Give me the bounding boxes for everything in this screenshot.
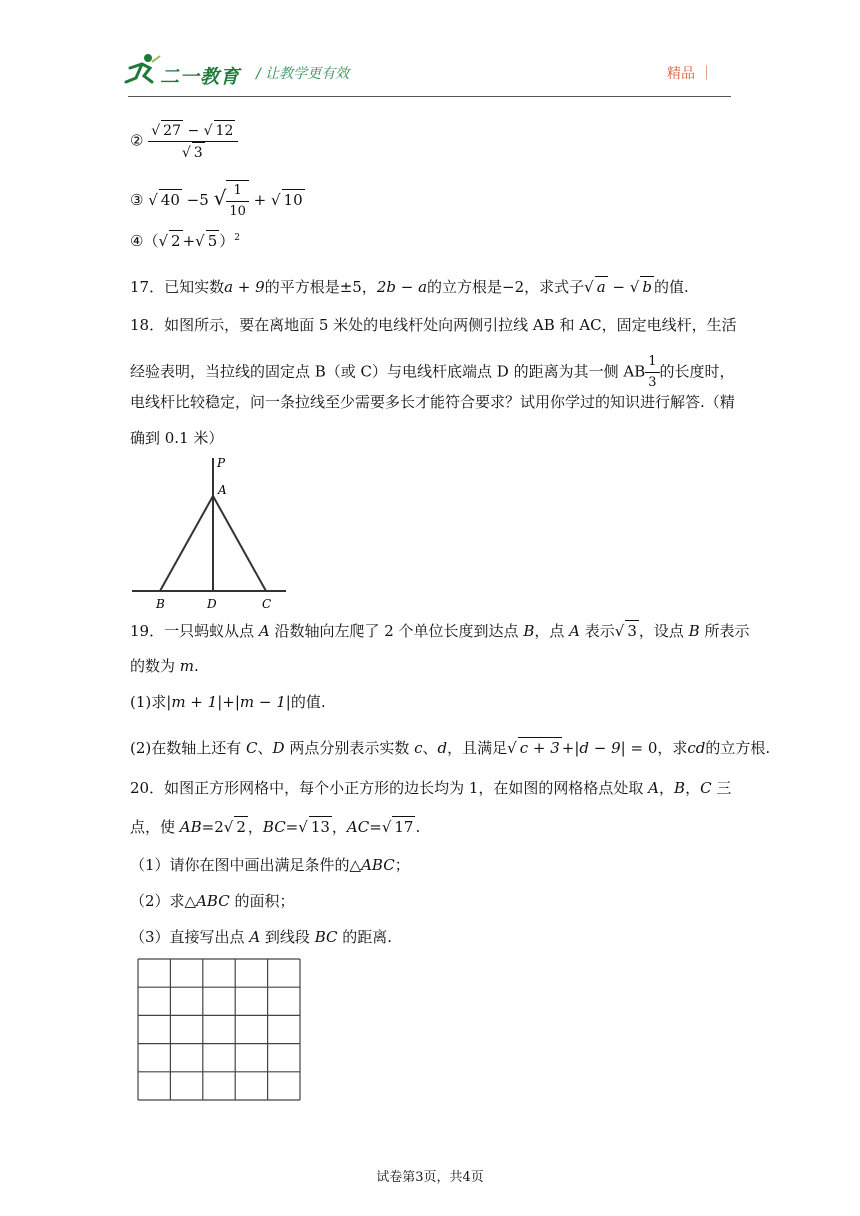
question-20-line-1: 20．如图正方形网格中，每个小正方形的边长均为 1，在如图的网格格点处取 A，B，C 三 xyxy=(130,779,732,797)
item-2: ② $\frac{√ 27 - √ 12}{√ 3}$ xyxy=(130,120,238,163)
question-18-line-4: 确到 0.1 米） xyxy=(130,429,224,447)
question-18-line-2: 经验表明，当拉线的固定点 B（或 C）与电线杆底端点 D 的距离为其一侧 AB $\frac{1}{3}$ 的长度时， xyxy=(130,354,735,390)
question-19-line-1: 19．一只蚂蚁从点 A 沿数轴向左爬了 2 个单位长度到达点 B，点 A 表示√ 3 ，设点 B 所表示 xyxy=(130,622,750,640)
question-19-part-2: (2)在数轴上还有 C、D 两点分别表示实数 c、d，且满足√ c + 3 +|d − 9| = 0，求cd的立方根. xyxy=(130,739,771,757)
question-18-line-3: 电线杆比较稳定，问一条拉线至少需要多长才能符合要求？试用你学过的知识进行解答.（精 xyxy=(130,393,735,411)
page-footer: 试卷第3页，共4页 xyxy=(376,1170,484,1185)
label-a: A xyxy=(218,483,227,497)
item-4: ④（√ 2 +√ 5 ）$^2$ xyxy=(130,232,240,250)
wire-ac xyxy=(213,496,266,591)
logo-text: 二一教育 xyxy=(160,66,241,88)
question-19-part-1: (1)求|m + 1|+|m − 1|的值. xyxy=(130,693,326,711)
header-badge: 精品 ｜ xyxy=(667,66,714,82)
header-divider xyxy=(128,96,731,97)
label-p: P xyxy=(217,456,226,470)
label-b: B xyxy=(156,597,165,611)
wire-ab xyxy=(160,496,213,591)
square-grid xyxy=(136,957,302,1101)
question-20-line-2: 点，使 AB=2√ 2 ，BC=√ 13 ，AC=√ 17 . xyxy=(130,818,421,836)
label-d: D xyxy=(207,597,217,611)
question-20-sub-1: （1）请你在图中画出满足条件的△ABC； xyxy=(130,856,410,874)
question-20-sub-2: （2）求△ABC 的面积； xyxy=(130,892,295,910)
question-18-line-1: 18．如图所示，要在离地面 5 米处的电线杆处向两侧引拉线 AB 和 AC，固定电线杆，生活 xyxy=(130,316,737,334)
pole-diagram xyxy=(126,452,291,612)
item-3: ③ √ 40 −5 √ $\frac{1}{10}$ + √ 10 xyxy=(130,180,305,222)
question-17: 17．已知实数a + 9的平方根是±5，2b − a的立方根是−2，求式子√ a − √ b 的值. xyxy=(130,278,689,296)
header-slogan: / 让教学更有效 xyxy=(256,66,350,82)
question-19-line-2: 的数为 m. xyxy=(130,657,199,675)
page-header xyxy=(0,0,860,100)
question-20-sub-3: （3）直接写出点 A 到线段 BC 的距离. xyxy=(130,928,393,946)
label-c: C xyxy=(262,597,272,611)
logo-runner-icon xyxy=(122,52,162,86)
